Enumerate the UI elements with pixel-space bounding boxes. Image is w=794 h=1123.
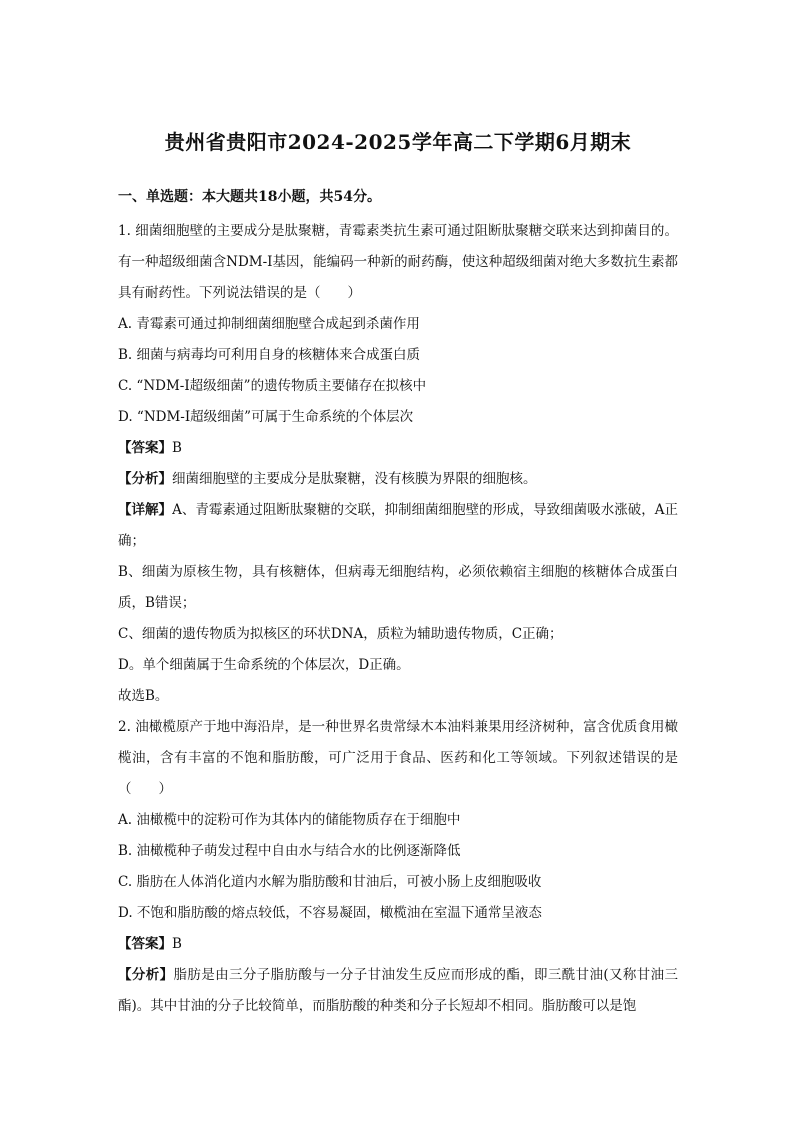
q1-analysis (118, 464, 678, 495)
q2-option-c: C. 脂肪在人体消化道内水解为脂肪酸和甘油后，可被小肠上皮细胞吸收 (118, 874, 542, 890)
q1-detail-c: C、细菌的遗传物质为拟核区的环状DNA，质粒为辅助遗传物质，C正确； (118, 626, 563, 642)
q1-option-c: C. “NDM-Ⅰ超级细菌”的遗传物质主要储存在拟核中 (118, 378, 427, 394)
document-title: 贵州省贵阳市2024-2025学年高二下学期6月期末 (164, 130, 632, 154)
q1-option-d: D. “NDM-Ⅰ超级细菌”可属于生命系统的个体层次 (118, 409, 414, 425)
q1-detail-b: B、细菌为原核生物，具有核糖体，但病毒无细胞结构，必须依赖宿主细胞的核糖体合成蛋白质，B错误； (118, 564, 678, 611)
q2-option-a: A. 油橄榄中的淀粉可作为其体内的储能物质存在于细胞中 (118, 812, 461, 828)
q1-detail-a (118, 495, 678, 557)
q2-answer (118, 929, 678, 960)
q2-answer-value: B (172, 936, 182, 952)
q1-detail-a-text: A、青霉素通过阻断肽聚糖的交联，抑制细菌细胞壁的形成，导致细菌吸水涨破，A正确； (118, 502, 679, 549)
q1-option-b: B. 细菌与病毒均可利用自身的核糖体来合成蛋白质 (118, 347, 421, 363)
q1-analysis-tag: 【分析】 (118, 471, 172, 487)
document-body (118, 216, 678, 1022)
q1-stem: 1. 细菌细胞壁的主要成分是肽聚糖，青霉素类抗生素可通过阻断肽聚糖交联来达到抑菌目的。有一种超级细菌含NDM-Ⅰ基因，能编码一种新的耐药酶，使这种超级细菌对绝大多数抗生素都具有耐药性。下列说法错误的是（ ） (118, 223, 678, 301)
q1-conclusion: 故选B。 (118, 688, 169, 704)
q1-analysis-text: 细菌细胞壁的主要成分是肽聚糖，没有核膜为界限的细胞核。 (172, 471, 537, 487)
q2-analysis-tag: 【分析】 (118, 967, 174, 983)
q1-answer-value: B (172, 440, 182, 456)
q1-detail-d: D。单个细菌属于生命系统的个体层次，D正确。 (118, 657, 410, 673)
q2-answer-tag: 【答案】 (118, 936, 172, 952)
q2-analysis-text: 脂肪是由三分子脂肪酸与一分子甘油发生反应而形成的酯，即三酰甘油(又称甘油三酯)。其中甘油的分子比较简单，而脂肪酸的种类和分子长短却不相同。脂肪酸可以是饱 (118, 967, 678, 1014)
q1-detail-tag: 【详解】 (118, 502, 173, 518)
q1-answer (118, 433, 678, 464)
q1-answer-tag: 【答案】 (118, 440, 172, 456)
q1-option-a: A. 青霉素可通过抑制细菌细胞壁合成起到杀菌作用 (118, 316, 420, 332)
q2-option-b: B. 油橄榄种子萌发过程中自由水与结合水的比例逐渐降低 (118, 843, 461, 859)
q2-option-d: D. 不饱和脂肪酸的熔点较低，不容易凝固，橄榄油在室温下通常呈液态 (118, 905, 542, 921)
section-heading: 一、单选题：本大题共18小题，共54分。 (118, 189, 381, 205)
q2-analysis (118, 960, 678, 1022)
q2-stem: 2. 油橄榄原产于地中海沿岸，是一种世界名贵常绿木本油料兼果用经济树种，富含优质食用橄榄油，含有丰富的不饱和脂肪酸，可广泛用于食品、医药和化工等领域。下列叙述错误的是（ ） (118, 719, 678, 797)
